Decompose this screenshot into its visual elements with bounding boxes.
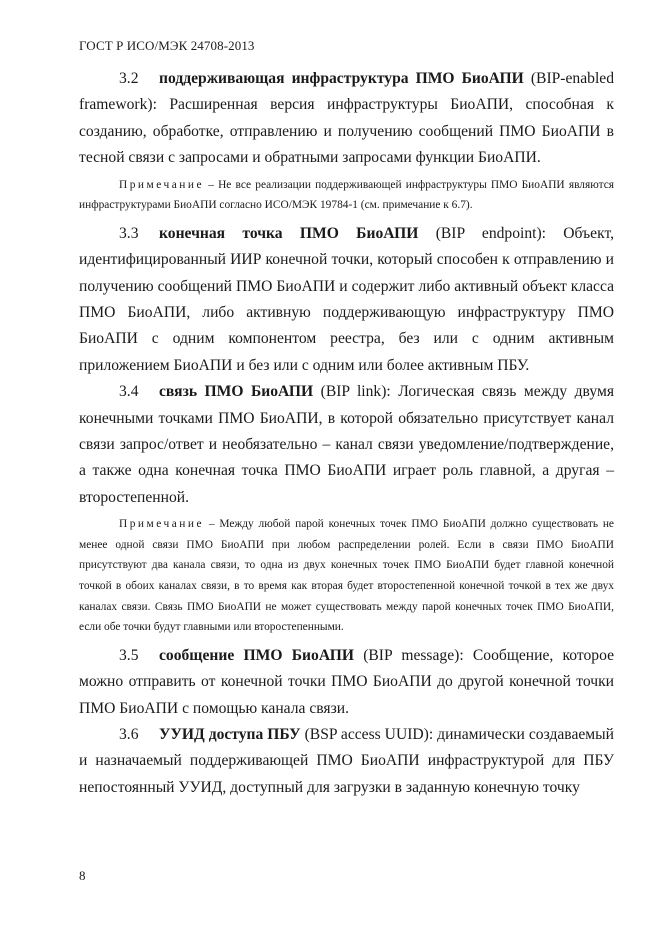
- note-3-2: [79, 175, 614, 216]
- document-header: ГОСТ Р ИСО/МЭК 24708-2013: [79, 38, 255, 53]
- clause-number: 3.2: [119, 70, 139, 87]
- clause-number: 3.4: [119, 383, 139, 401]
- definition-3-6: [79, 722, 614, 801]
- term: поддерживающая инфраструктура ПМО БиоАПИ: [159, 70, 524, 87]
- definition-3-3: [79, 221, 614, 379]
- definition-text: (BIP message): Сообщение, которое можно отправить от конечной точки ПМО БиоАПИ до другой конечной точки ПМО БиоАПИ с помощью канала связи.: [79, 646, 614, 717]
- page-number: 8: [79, 868, 86, 883]
- definition-3-4: [79, 379, 614, 511]
- note-label: Примечание: [119, 518, 205, 531]
- definition-text: (BIP link): Логическая связь между двумя конечными точками ПМО БиоАПИ, в которой обязательно присутствует канал связи запрос/ответ и необязательно – канал связи уведомление/подтверждение, а также одна конечная точка ПМО БиоАПИ играет роль главной, а другая – второстепенной.: [79, 383, 614, 506]
- definition-3-2: [79, 66, 614, 172]
- definition-text: (BSP access UUID): динамически создаваемый и назначаемый поддерживающей ПМО БиоАПИ инфраструктурой для ПБУ непостоянный УУИД, доступный для загрузки в заданную конечную точку: [79, 726, 614, 796]
- note-text: – Между любой парой конечных точек ПМО БиоАПИ должно существовать не менее одной связи ПМО БиоАПИ при любом распределении ролей. Если в связи ПМО БиоАПИ присутствуют два канала связи, то одна из двух конечных точек ПМО БиоАПИ будет главной конечной точкой в обоих каналах связи, в то время как вторая будет второстепенной конечной точкой в тех же двух каналах связи. Связь ПМО БиоАПИ не может существовать между парой конечных точек ПМО БиоАПИ, если обе точки будут главными или второстепенными.: [79, 518, 614, 634]
- term: связь ПМО БиоАПИ: [159, 383, 314, 401]
- note-label: Примечание: [119, 178, 205, 191]
- term: конечная точка ПМО БиоАПИ: [159, 224, 419, 242]
- note-3-4: [79, 514, 614, 638]
- definition-3-5: [79, 643, 614, 722]
- clause-number: 3.5: [119, 646, 139, 664]
- clause-number: 3.6: [119, 726, 139, 744]
- term: УУИД доступа ПБУ: [159, 726, 301, 744]
- note-text: – Не все реализации поддерживающей инфраструктуры ПМО БиоАПИ являются инфраструктурами БиоАПИ согласно ИСО/МЭК 19784-1 (см. примечание к 6.7).: [79, 178, 614, 212]
- document-body: [79, 66, 614, 801]
- clause-number: 3.3: [119, 224, 139, 242]
- term: сообщение ПМО БиоАПИ: [159, 646, 354, 664]
- definition-text: (BIP endpoint): Объект, идентифицированный ИИР конечной точки, который способен к отправлению и получению сообщений ПМО БиоАПИ и содержит либо активный объект класса ПМО БиоАПИ, либо активную поддерживающую инфраструктуру ПМО БиоАПИ с одним компонентом реестра, без или с одним активным приложением БиоАПИ и без или с одним или более активным ПБУ.: [79, 224, 614, 374]
- definition-text: (BIP-enabled framework): Расширенная версия инфраструктуры БиоАПИ, способная к созданию, обработке, отправлению и получению сообщений ПМО БиоАПИ в тесной связи с запросами и обратными запросами функции БиоАПИ.: [79, 70, 614, 167]
